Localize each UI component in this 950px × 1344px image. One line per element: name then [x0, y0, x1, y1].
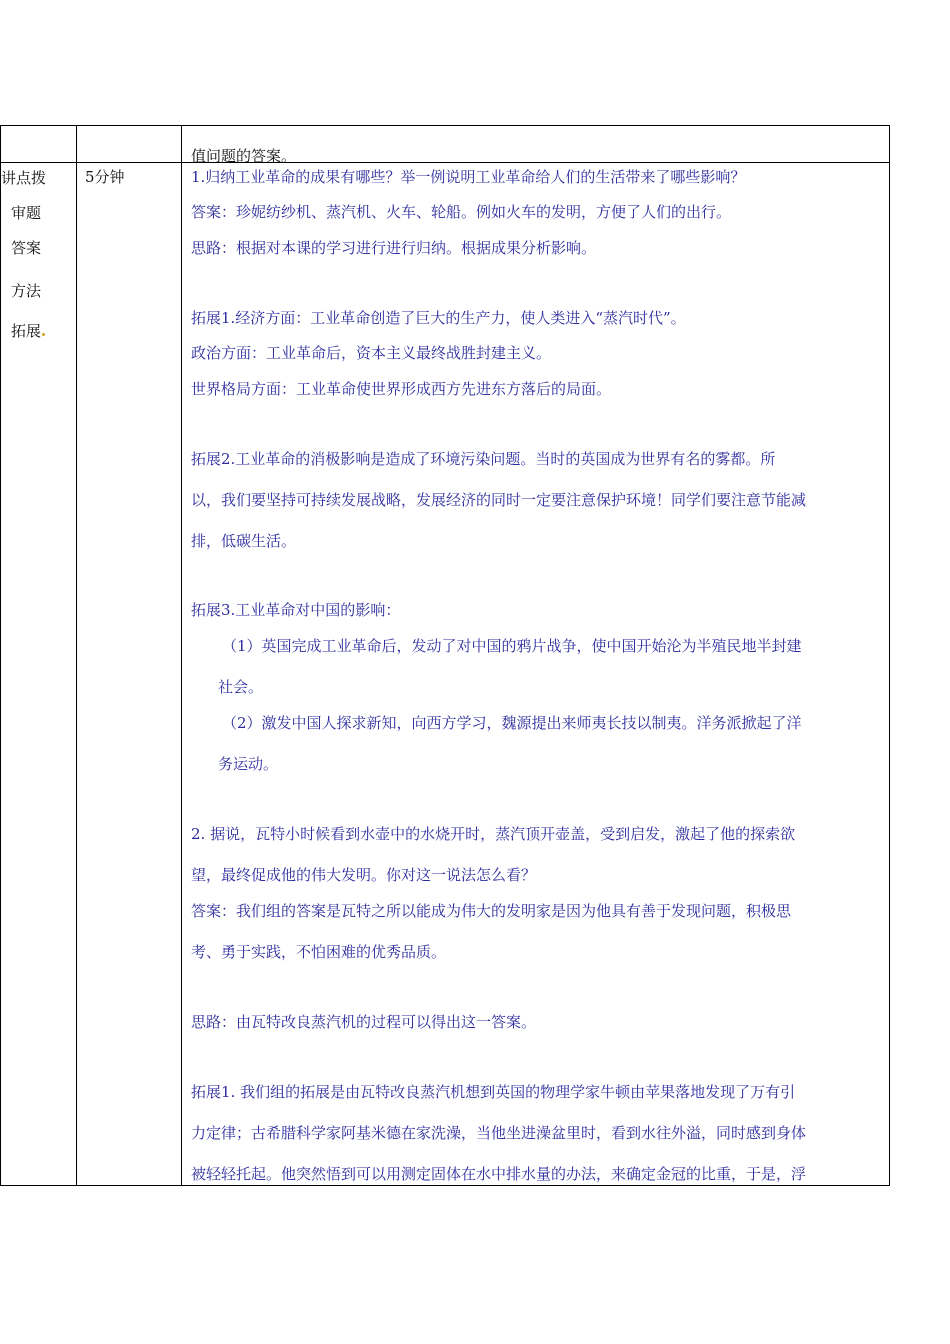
label-tuozhan-wrap [11, 321, 45, 341]
label-shenti: 审题 [11, 204, 42, 222]
content-line: 考、勇于实践，不怕困难的优秀品质。 [191, 943, 447, 961]
table-border-left [0, 125, 1, 1186]
label-jiangdianbo: 讲点拨 [1, 169, 47, 187]
yellow-dot-mark [42, 333, 45, 336]
content-line: 以，我们要坚持可持续发展战略，发展经济的同时一定要注意保护环境！同学们要注意节能减 [191, 491, 807, 509]
content-line: 拓展1. 我们组的拓展是由瓦特改良蒸汽机想到英国的物理学家牛顿由苹果落地发现了万有引 [191, 1083, 796, 1101]
time-duration: 5分钟 [85, 168, 125, 186]
content-line: 拓展2.工业革命的消极影响是造成了环境污染问题。当时的英国成为世界有名的雾都。所 [191, 450, 776, 468]
label-tuozhan: 拓展 [11, 322, 42, 340]
content-line: 社会。 [218, 678, 264, 696]
content-line: 答案：我们组的答案是瓦特之所以能成为伟大的发明家是因为他具有善于发现问题，积极思 [191, 902, 792, 920]
content-line: 望，最终促成他的伟大发明。你对这一说法怎么看？ [191, 866, 537, 884]
top-row-text: 值问题的答案。 [191, 147, 297, 165]
content-line: （1）英国完成工业革命后，发动了对中国的鸦片战争，使中国开始沦为半殖民地半封建 [222, 637, 802, 655]
content-line: 1.归纳工业革命的成果有哪些？举一例说明工业革命给人们的生活带来了哪些影响？ [191, 168, 746, 186]
content-line: 世界格局方面：工业革命使世界形成西方先进东方落后的局面。 [191, 380, 612, 398]
content-line: 答案：珍妮纺纱机、蒸汽机、火车、轮船。例如火车的发明，方便了人们的出行。 [191, 203, 732, 221]
content-line: 思路：由瓦特改良蒸汽机的过程可以得出这一答案。 [191, 1013, 537, 1031]
content-line: 力定律；古希腊科学家阿基米德在家洗澡，当他坐进澡盆里时，看到水往外溢，同时感到身体 [191, 1124, 807, 1142]
content-line: 2. 据说，瓦特小时候看到水壶中的水烧开时，蒸汽顶开壶盖，受到启发，激起了他的探索欲 [191, 825, 796, 843]
content-line: 被轻轻托起。他突然悟到可以用测定固体在水中排水量的办法，来确定金冠的比重，于是，浮 [191, 1165, 807, 1183]
table-border-right [889, 125, 890, 1186]
row-divider [0, 162, 890, 163]
table-border-bottom [0, 1185, 890, 1186]
column-divider-2 [181, 125, 182, 1186]
column-divider-1 [76, 125, 77, 1186]
table-border-top [0, 125, 890, 126]
content-line: 拓展1.经济方面：工业革命创造了巨大的生产力，使人类进入“蒸汽时代”。 [191, 309, 686, 327]
content-line: 拓展3.工业革命对中国的影响： [191, 601, 401, 619]
label-fangfa: 方法 [11, 282, 42, 300]
content-line: 政治方面：工业革命后，资本主义最终战胜封建主义。 [191, 344, 552, 362]
label-daan: 答案 [11, 239, 42, 257]
content-line: 务运动。 [218, 755, 279, 773]
content-line: 思路：根据对本课的学习进行进行归纳。根据成果分析影响。 [191, 239, 597, 257]
content-line: （2）激发中国人探求新知，向西方学习，魏源提出来师夷长技以制夷。洋务派掀起了洋 [222, 714, 802, 732]
content-line: 排，低碳生活。 [191, 532, 297, 550]
